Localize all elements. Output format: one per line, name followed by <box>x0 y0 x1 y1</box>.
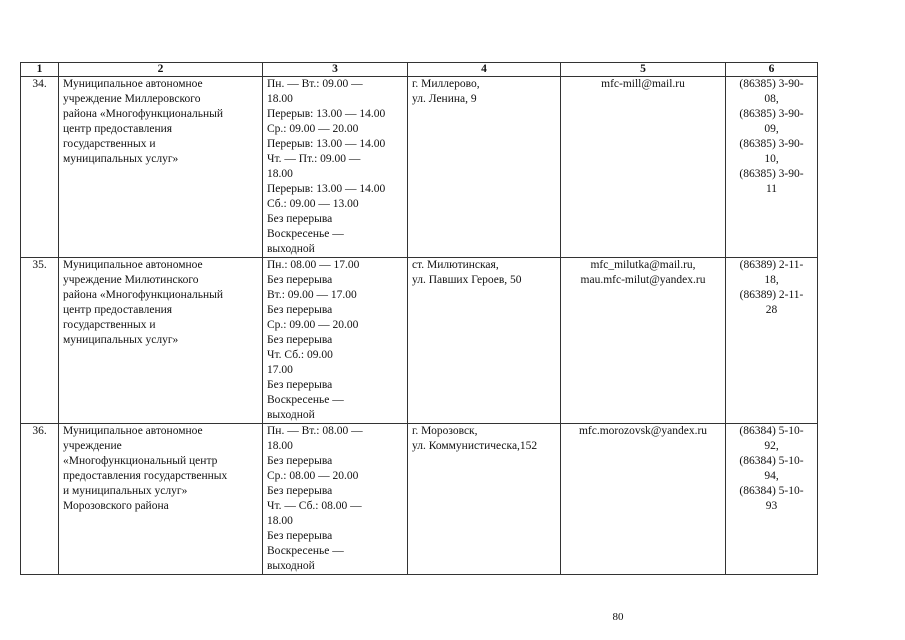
cell-line: Ср.: 08.00 — 20.00 <box>267 470 359 482</box>
cell-line: 18.00 <box>267 515 293 527</box>
cell-line: 18.00 <box>267 168 293 180</box>
address-cell <box>408 77 561 258</box>
table-body <box>21 77 818 575</box>
organization-name-cell <box>59 424 263 575</box>
cell-line: выходной <box>267 409 315 421</box>
cell-line: 28 <box>765 304 778 316</box>
column-header: 3 <box>263 63 408 77</box>
cell-line: муниципальных услуг» <box>63 334 179 346</box>
cell-line: Пн.: 08.00 — 17.00 <box>267 259 360 271</box>
cell-line: предоставления государственных <box>63 470 228 482</box>
phone-cell <box>726 77 818 258</box>
column-header: 1 <box>21 63 59 77</box>
address-cell <box>408 424 561 575</box>
cell-line: 18.00 <box>267 440 293 452</box>
cell-line: Без перерыва <box>267 213 333 225</box>
cell-line: государственных и <box>63 319 156 331</box>
cell-line: Перерыв: 13.00 — 14.00 <box>267 108 386 120</box>
cell-line: ул. Ленина, 9 <box>412 93 477 105</box>
cell-line: (86389) 2-11- <box>739 259 804 271</box>
column-header: 6 <box>726 63 818 77</box>
cell-line: Перерыв: 13.00 — 14.00 <box>267 138 386 150</box>
cell-line: Без перерыва <box>267 304 333 316</box>
address-cell <box>408 258 561 424</box>
cell-line: (86384) 5-10- <box>739 455 804 467</box>
cell-line: (86385) 3-90- <box>739 168 804 180</box>
cell-line: ул. Коммунистическа,152 <box>412 440 538 452</box>
page-number: 80 <box>612 611 624 623</box>
row-number-cell: 34. <box>21 77 59 258</box>
cell-line: ст. Милютинская, <box>412 259 499 271</box>
cell-line: центр предоставления <box>63 123 173 135</box>
cell-line: Вт.: 09.00 — 17.00 <box>267 289 357 301</box>
working-hours-cell <box>263 258 408 424</box>
cell-line: учреждение Миллеровского <box>63 93 201 105</box>
cell-line: (86389) 2-11- <box>739 289 804 301</box>
table-row <box>21 258 818 424</box>
phone-cell <box>726 424 818 575</box>
cell-line: Чт. Сб.: 09.00 <box>267 349 333 361</box>
organization-name-cell <box>59 77 263 258</box>
cell-line: Чт. — Сб.: 08.00 — <box>267 500 362 512</box>
email-cell <box>561 258 726 424</box>
column-header: 2 <box>59 63 263 77</box>
cell-line: (86385) 3-90- <box>739 78 804 90</box>
cell-line: 10, <box>764 153 779 165</box>
cell-line: Воскресенье — <box>267 545 344 557</box>
cell-line: Без перерыва <box>267 379 333 391</box>
cell-line: mfc.morozovsk@yandex.ru <box>578 425 708 437</box>
working-hours-cell <box>263 424 408 575</box>
cell-line: Пн. — Вт.: 09.00 — <box>267 78 363 90</box>
cell-line: mfc_milutka@mail.ru, <box>590 259 696 271</box>
cell-line: района «Многофункциональный <box>63 108 224 120</box>
organization-name-cell <box>59 258 263 424</box>
cell-line: Без перерыва <box>267 274 333 286</box>
cell-line: Без перерыва <box>267 334 333 346</box>
cell-line: г. Миллерово, <box>412 78 480 90</box>
cell-line: Без перерыва <box>267 455 333 467</box>
cell-line: mau.mfc-milut@yandex.ru <box>580 274 706 286</box>
cell-line: (86385) 3-90- <box>739 138 804 150</box>
cell-line: Муниципальное автономное <box>63 425 203 437</box>
cell-line: г. Морозовск, <box>412 425 478 437</box>
cell-line: (86385) 3-90- <box>739 108 804 120</box>
row-number-cell: 36. <box>21 424 59 575</box>
cell-line: Воскресенье — <box>267 394 344 406</box>
cell-line: центр предоставления <box>63 304 173 316</box>
cell-line: Перерыв: 13.00 — 14.00 <box>267 183 386 195</box>
cell-line: Ср.: 09.00 — 20.00 <box>267 319 359 331</box>
cell-line: (86384) 5-10- <box>739 425 804 437</box>
cell-line: района «Многофункциональный <box>63 289 224 301</box>
cell-line: выходной <box>267 560 315 572</box>
cell-line: Пн. — Вт.: 08.00 — <box>267 425 363 437</box>
cell-line: mfc-mill@mail.ru <box>601 78 685 90</box>
column-header: 5 <box>561 63 726 77</box>
cell-line: Чт. — Пт.: 09.00 — <box>267 153 361 165</box>
cell-line: Без перерыва <box>267 485 333 497</box>
cell-line: муниципальных услуг» <box>63 153 179 165</box>
header-row <box>21 63 818 77</box>
column-header: 4 <box>408 63 561 77</box>
cell-line: Муниципальное автономное <box>63 78 203 90</box>
row-number-cell: 35. <box>21 258 59 424</box>
cell-line: государственных и <box>63 138 156 150</box>
cell-line: 08, <box>764 93 779 105</box>
cell-line: 93 <box>765 500 778 512</box>
cell-line: «Многофункциональный центр <box>63 455 218 467</box>
cell-line: 18, <box>764 274 779 286</box>
email-cell <box>561 424 726 575</box>
table-row <box>21 424 818 575</box>
cell-line: 18.00 <box>267 93 293 105</box>
cell-line: Воскресенье — <box>267 228 344 240</box>
cell-line: Сб.: 09.00 — 13.00 <box>267 198 359 210</box>
cell-line: 17.00 <box>267 364 293 376</box>
cell-line: 11 <box>765 183 778 195</box>
email-cell <box>561 77 726 258</box>
cell-line: ул. Павших Героев, 50 <box>412 274 522 286</box>
cell-line: Ср.: 09.00 — 20.00 <box>267 123 359 135</box>
cell-line: 09, <box>764 123 779 135</box>
cell-line: Морозовского района <box>63 500 169 512</box>
cell-line: Без перерыва <box>267 530 333 542</box>
cell-line: учреждение <box>63 440 122 452</box>
working-hours-cell <box>263 77 408 258</box>
phone-cell <box>726 258 818 424</box>
cell-line: Муниципальное автономное <box>63 259 203 271</box>
mfc-table <box>20 62 818 575</box>
cell-line: (86384) 5-10- <box>739 485 804 497</box>
cell-line: и муниципальных услуг» <box>63 485 188 497</box>
cell-line: выходной <box>267 243 315 255</box>
cell-line: учреждение Милютинского <box>63 274 199 286</box>
cell-line: 92, <box>764 440 779 452</box>
cell-line: 94, <box>764 470 779 482</box>
table-row <box>21 77 818 258</box>
